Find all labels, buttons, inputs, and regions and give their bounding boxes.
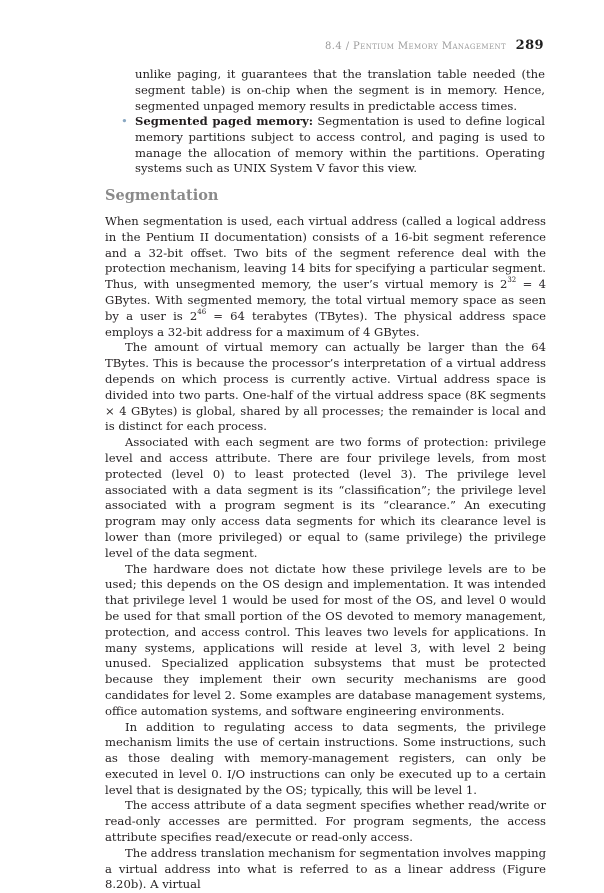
- exponent-46: 46: [197, 307, 207, 316]
- paragraph-1-part-a: When segmentation is used, each virtual address (called a logical address in the Pentium II documentation) consists of a 16-bit segment reference and a 32-bit offset. Two bits of the segment reference deal with the protection mechanism, leaving 14 bits for specifying a particular segment. Thus, with unsegmented memory, the user’s virtual memory is 2: [105, 214, 546, 292]
- section-title: Segmentation: [105, 187, 219, 204]
- paragraph-7: The address translation mechanism for segmentation involves mapping a virtual address into what is referred to as a linear address (Figure 8.20b). A virtual: [105, 845, 546, 892]
- paragraph-3: Associated with each segment are two forms of protection: privilege level and access attribute. There are four privilege levels, from most protected (level 0) to least protected (level 3). The privilege level associated with a data segment is its “classification”; the privilege level associated with a program segment is its “clearance.” An executing program may only access data segments for which its clearance level is lower than (more privileged) or equal to (same privilege) the privilege level of the data segment.: [105, 435, 546, 560]
- page-number: 289: [515, 38, 544, 53]
- paragraph-1: [105, 214, 546, 340]
- paragraph-4: The hardware does not dictate how these privilege levels are to be used; this depends on the OS design and implementation. It was intended that privilege level 1 would be used for most of the OS, and level 0 would be used for that small portion of the OS devoted to memory management, protection, and access control. This leaves two levels for applications. In many systems, applications will reside at level 3, with level 2 being unused. Specialized application subsystems that must be protected because they implement their own security mechanisms are good candidates for level 2. Some examples are database management systems, office automation systems, and software engineering environments.: [105, 561, 546, 718]
- paragraph-1-part-b: = 4 GBytes. With segmented memory, the total virtual memory space as seen by a user is 2: [105, 277, 546, 323]
- paragraph-2: The amount of virtual memory can actually be larger than the 64 TBytes. This is because the processor’s interpretation of a virtual address depends on which process is currently active. Virtual address space is divided into two parts. One-half of the virtual address space (8K segments × 4 GBytes) is global, shared by all processes; the remainder is local and is distinct for each process.: [105, 340, 546, 434]
- exponent-32: 32: [507, 276, 517, 285]
- bullet-item-segmented-paged: [121, 114, 545, 177]
- section-body: [105, 214, 546, 893]
- paragraph-5: In addition to regulating access to data segments, the privilege mechanism limits the use of certain instructions. Some instructions, such as those dealing with memory-management registers, can only be executed in level 0. I/O instructions can only be executed up to a certain level that is designated by the OS; typically, this will be level 1.: [105, 719, 546, 797]
- continued-paragraph: unlike paging, it guarantees that the translation table needed (the segment table) is on-chip when the segment is in memory. Hence, segmented unpaged memory results in predictable access times.: [135, 67, 545, 113]
- paragraph-1-part-c: = 64 terabytes (TBytes). The physical address space employs a 32-bit address for a maximum of 4 GBytes.: [105, 308, 546, 339]
- bullet-marker: •: [121, 114, 128, 128]
- running-head-section: 8.4 / Pentium Memory Management: [325, 41, 507, 52]
- paragraph-6: The access attribute of a data segment specifies whether read/write or read-only accesses are permitted. For program segments, the access attribute specifies read/execute or read-only access.: [105, 798, 546, 845]
- bullet-text: Segmentation is used to define logical memory partitions subject to access control, and paging is used to manage the allocation of memory within the partitions. Operating systems such as UNIX System V favor this view.: [135, 114, 545, 176]
- running-head: [290, 38, 544, 53]
- bullet-term: Segmented paged memory:: [135, 114, 314, 128]
